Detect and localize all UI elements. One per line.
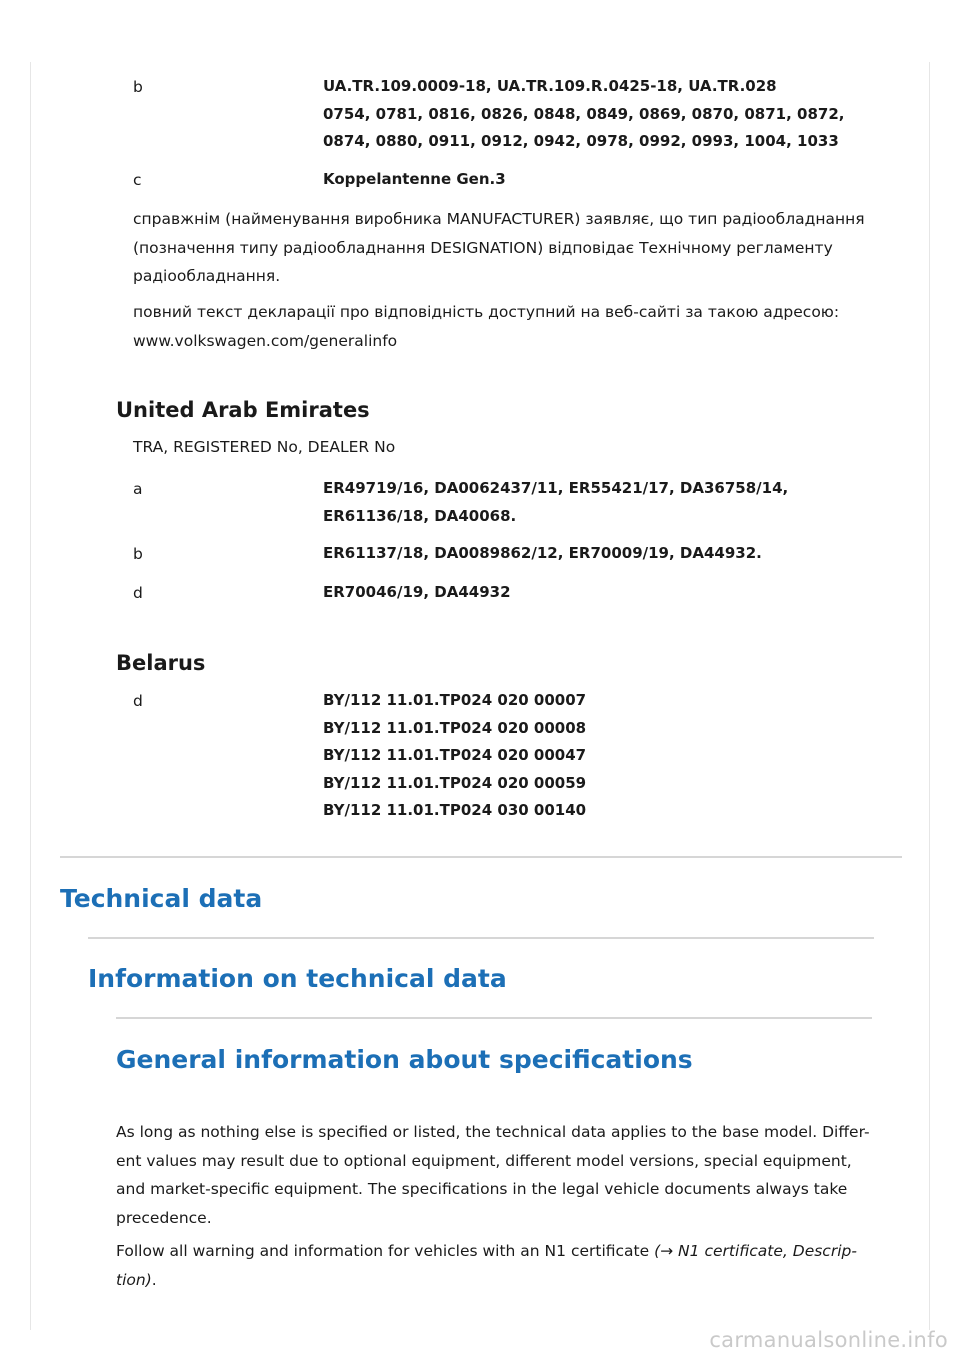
specifications-paragraph bbox=[116, 1118, 876, 1232]
belarus-line: BY/112 11.01.TP024 020 00008 bbox=[323, 718, 587, 737]
belarus-d-label: d bbox=[133, 692, 143, 710]
uae-heading: United Arab Emirates bbox=[116, 398, 370, 422]
ukraine-declaration-paragraph bbox=[133, 205, 893, 291]
section-divider bbox=[60, 856, 902, 858]
subsection-divider bbox=[88, 937, 874, 939]
para1-line2: (позначення типу радіообладнання DESIGNATION) відповідає Технічному регламенту bbox=[133, 238, 833, 257]
uae-a-value bbox=[323, 475, 883, 530]
uae-a-line2: ER61136/18, DA40068. bbox=[323, 506, 517, 525]
uae-b-value: ER61137/18, DA0089862/12, ER70009/19, DA44932. bbox=[323, 544, 762, 562]
technical-data-heading: Technical data bbox=[60, 884, 263, 913]
n1-text: Follow all warning and information for vehicles with an N1 certificate bbox=[116, 1242, 655, 1260]
ukraine-b-line1: UA.TR.109.0009-18, UA.TR.109.R.0425-18, UA.TR.028 bbox=[323, 77, 777, 95]
belarus-line: BY/112 11.01.TP024 030 00140 bbox=[323, 801, 587, 819]
watermark: carmanualsonline.info bbox=[709, 1328, 948, 1352]
spec-line2: ent values may result due to optional equipment, different model versions, special equipment, bbox=[116, 1151, 852, 1170]
belarus-line: BY/112 11.01.TP024 020 00047 bbox=[323, 746, 587, 764]
n1-cross-reference-link-cont[interactable]: tion) bbox=[116, 1270, 152, 1289]
belarus-line: BY/112 11.01.TP024 020 00059 bbox=[323, 773, 587, 792]
n1-warning-paragraph bbox=[116, 1237, 876, 1294]
ukraine-b-value bbox=[323, 73, 883, 156]
ukraine-b-line2: 0754, 0781, 0816, 0826, 0848, 0849, 0869, 0870, 0871, 0872, bbox=[323, 104, 845, 123]
ukraine-c-value: Koppelantenne Gen.3 bbox=[323, 170, 506, 188]
uae-a-line1: ER49719/16, DA0062437/11, ER55421/17, DA36758/14, bbox=[323, 479, 789, 497]
uae-b-label: b bbox=[133, 545, 143, 563]
ukraine-b-label: b bbox=[133, 78, 143, 96]
uae-a-label: a bbox=[133, 480, 143, 498]
belarus-heading: Belarus bbox=[116, 651, 206, 675]
belarus-d-value bbox=[323, 687, 883, 825]
ukraine-b-line3: 0874, 0880, 0911, 0912, 0942, 0978, 0992, 0993, 1004, 1033 bbox=[323, 132, 839, 150]
uae-intro: TRA, REGISTERED No, DEALER No bbox=[133, 438, 396, 456]
para2-url: www.volkswagen.com/generalinfo bbox=[133, 331, 398, 350]
general-info-heading: General information about specifications bbox=[116, 1045, 693, 1074]
spec-line4: precedence. bbox=[116, 1208, 212, 1227]
spec-line1: As long as nothing else is specified or listed, the technical data applies to the base model. Differ- bbox=[116, 1123, 870, 1141]
information-heading: Information on technical data bbox=[88, 964, 507, 993]
uae-d-label: d bbox=[133, 584, 143, 602]
right-margin-rule bbox=[929, 62, 930, 1330]
para1-line3: радіообладнання. bbox=[133, 267, 281, 285]
para1-line1: справжнім (найменування виробника MANUFACTURER) заявляє, що тип радіообладнання bbox=[133, 210, 865, 228]
belarus-line: BY/112 11.01.TP024 020 00007 bbox=[323, 691, 587, 709]
para2-line1: повний текст декларації про відповідність доступний на веб-сайті за такою адресою: bbox=[133, 303, 840, 321]
n1-end: . bbox=[151, 1270, 157, 1289]
left-margin-rule bbox=[30, 62, 31, 1330]
ukraine-fulltext-paragraph bbox=[133, 298, 893, 355]
uae-d-value: ER70046/19, DA44932 bbox=[323, 583, 511, 601]
ukraine-c-label: c bbox=[133, 171, 142, 189]
n1-cross-reference-link[interactable]: (→ N1 certificate, Descrip- bbox=[654, 1242, 857, 1260]
spec-line3: and market-specific equipment. The specifications in the legal vehicle documents always take bbox=[116, 1180, 848, 1198]
subsubsection-divider bbox=[116, 1017, 872, 1019]
